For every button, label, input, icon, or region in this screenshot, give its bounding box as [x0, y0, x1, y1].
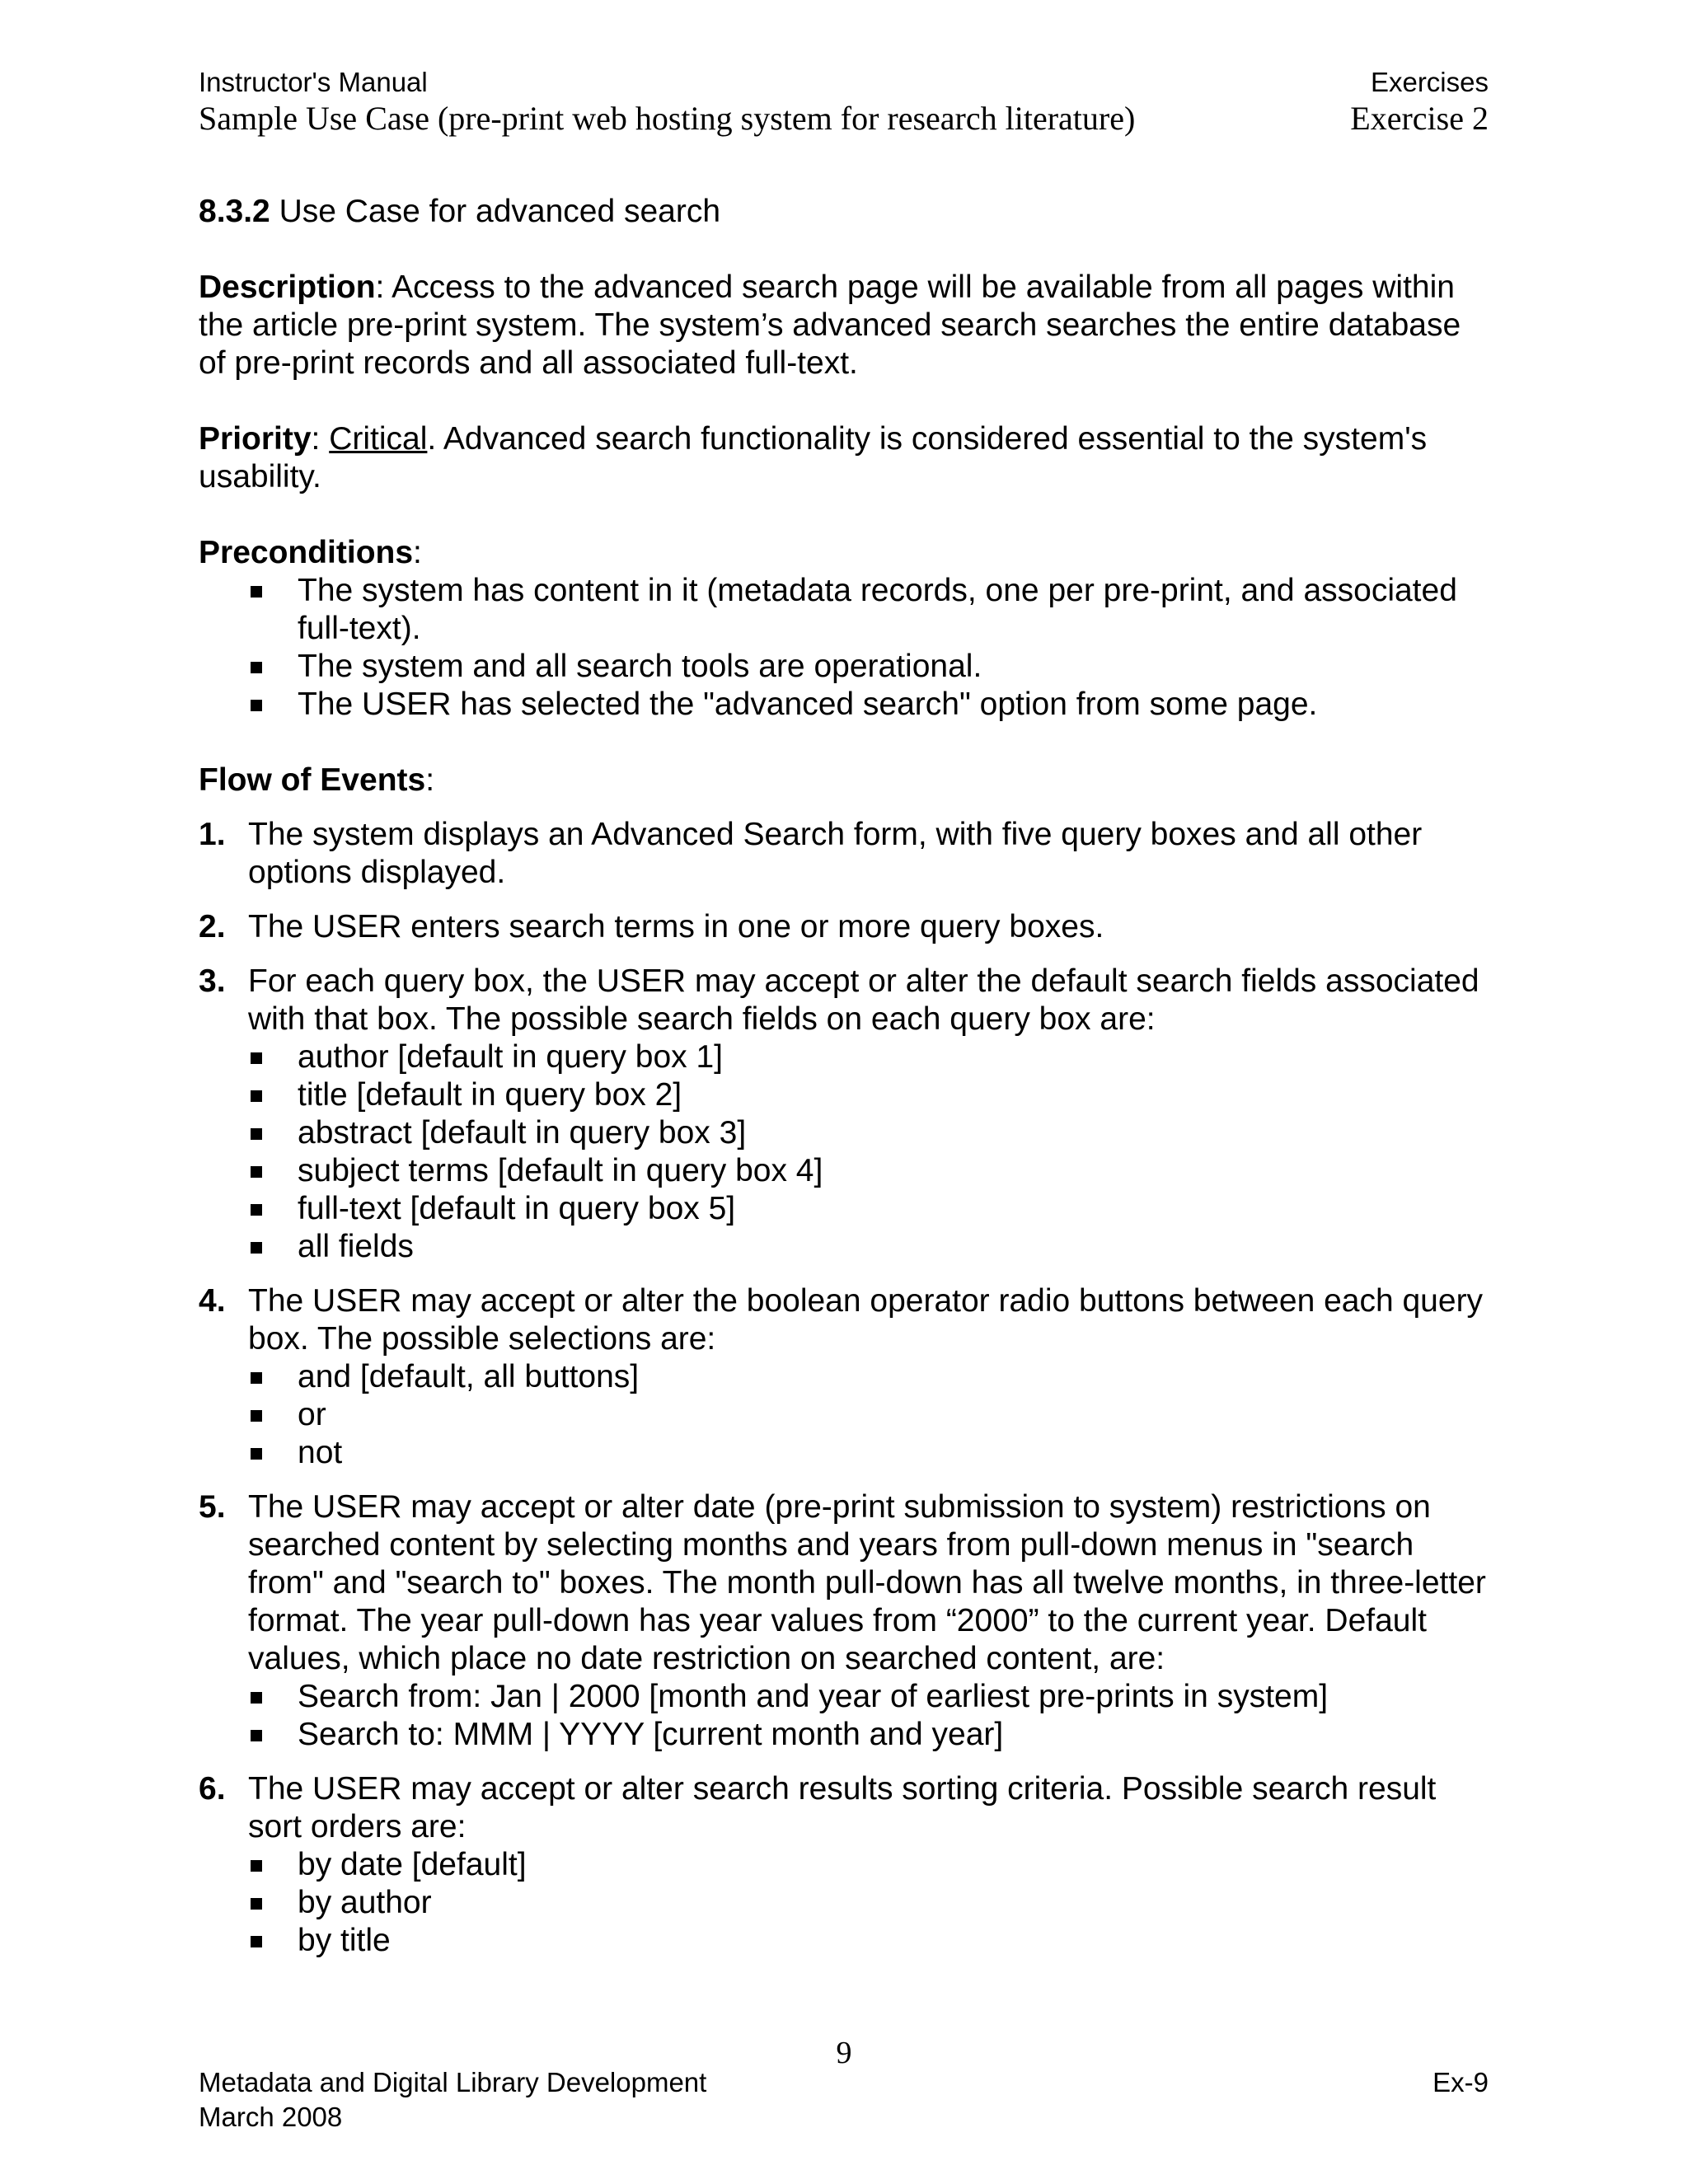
priority-paragraph — [199, 420, 1489, 496]
page-footer — [199, 2065, 1489, 2135]
section-heading — [199, 193, 1489, 231]
flow-step — [199, 963, 1489, 1266]
list-item-text: full-text [default in query box 5] — [298, 1191, 736, 1226]
bullet-icon — [251, 662, 262, 673]
list-item — [298, 1884, 1489, 1922]
header-exercise-label: Exercise 2 — [1350, 100, 1489, 137]
bullet-icon — [251, 700, 262, 711]
bullet-icon — [251, 1204, 262, 1216]
bullet-icon — [251, 1166, 262, 1178]
step-text: The system displays an Advanced Search form, with five query boxes and all other options displayed. — [248, 817, 1423, 890]
bullet-icon — [251, 1936, 262, 1947]
search-fields-list — [248, 1038, 1489, 1266]
list-item-text: and [default, all buttons] — [298, 1359, 640, 1394]
preconditions-heading — [199, 534, 1489, 572]
flow-heading — [199, 762, 1489, 799]
list-item — [298, 1846, 1489, 1884]
priority-text: . Advanced search functionality is considered essential to the system's usability. — [199, 421, 1428, 494]
list-item-text: not — [298, 1435, 343, 1470]
flow-steps-list — [199, 816, 1489, 1960]
priority-level: Critical — [329, 421, 428, 457]
step-number: 6. — [199, 1771, 226, 1807]
list-item — [298, 1678, 1489, 1716]
page-header — [199, 66, 1489, 138]
header-section-label: Exercises — [1370, 67, 1489, 97]
flow-step — [199, 1282, 1489, 1472]
header-document-title: Sample Use Case (pre-print web hosting system for research literature) — [199, 100, 1136, 137]
description-label: Description — [199, 269, 376, 305]
flow-of-events-block — [199, 762, 1489, 1960]
bullet-icon — [251, 1052, 262, 1064]
list-item — [298, 648, 1489, 686]
list-item-text: subject terms [default in query box 4] — [298, 1153, 823, 1188]
footer-course-title: Metadata and Digital Library Development — [199, 2067, 707, 2097]
preconditions-block — [199, 534, 1489, 724]
flow-step — [199, 1488, 1489, 1754]
flow-label: Flow of Events — [199, 762, 426, 798]
list-item — [298, 572, 1489, 648]
page-number: 9 — [836, 2036, 852, 2070]
list-item-text: or — [298, 1397, 326, 1432]
list-item — [298, 1434, 1489, 1472]
bullet-icon — [251, 1090, 262, 1102]
flow-step — [199, 1770, 1489, 1960]
list-item-text: The USER has selected the "advanced search" option from some page. — [298, 687, 1318, 722]
footer-page-code: Ex-9 — [1432, 2067, 1489, 2097]
preconditions-colon: : — [413, 535, 422, 570]
step-number: 5. — [199, 1489, 226, 1525]
priority-label: Priority — [199, 421, 312, 457]
footer-date: March 2008 — [199, 2102, 343, 2132]
step-text: The USER may accept or alter date (pre-print submission to system) restrictions on searched content by selecting months and years from pull-down menus in "search from" and "search to" boxes. The month pull-down has all twelve months, in three-letter format. The year pull-down has year values from “2000” to the current year. Default values, which place no date restriction on searched content, are: — [248, 1489, 1486, 1676]
flow-step — [199, 816, 1489, 892]
flow-colon: : — [425, 762, 435, 798]
section-number: 8.3.2 — [199, 194, 270, 229]
list-item — [298, 1076, 1489, 1114]
step-number: 2. — [199, 909, 226, 944]
list-item — [298, 1396, 1489, 1434]
bullet-icon — [251, 1860, 262, 1872]
list-item — [298, 1190, 1489, 1228]
list-item-text: The system and all search tools are operational. — [298, 649, 982, 684]
boolean-operators-list — [248, 1358, 1489, 1472]
list-item — [298, 1922, 1489, 1960]
step-text: The USER may accept or alter search results sorting criteria. Possible search result sort orders are: — [248, 1771, 1437, 1844]
date-defaults-list — [248, 1678, 1489, 1754]
list-item — [298, 1038, 1489, 1076]
step-number: 1. — [199, 817, 226, 852]
step-text: The USER enters search terms in one or more query boxes. — [248, 909, 1104, 944]
document-body — [199, 193, 1489, 1976]
list-item-text: by date [default] — [298, 1847, 527, 1882]
bullet-icon — [251, 1410, 262, 1422]
step-text: For each query box, the USER may accept or alter the default search fields associated with that box. The possible search fields on each query box are: — [248, 963, 1479, 1037]
description-paragraph — [199, 269, 1489, 382]
list-item-text: The system has content in it (metadata records, one per pre-print, and associated full-text). — [298, 573, 1457, 646]
section-title: Use Case for advanced search — [270, 194, 721, 229]
bullet-icon — [251, 1692, 262, 1704]
header-manual-title: Instructor's Manual — [199, 67, 428, 97]
bullet-icon — [251, 1730, 262, 1741]
list-item — [298, 686, 1489, 724]
list-item-text: by title — [298, 1923, 391, 1958]
list-item-text: by author — [298, 1885, 432, 1920]
bullet-icon — [251, 1372, 262, 1384]
flow-step — [199, 908, 1489, 946]
list-item — [298, 1152, 1489, 1190]
list-item — [298, 1358, 1489, 1396]
list-item-text: Search from: Jan | 2000 [month and year of earliest pre-prints in system] — [298, 1679, 1329, 1714]
step-text: The USER may accept or alter the boolean operator radio buttons between each query box. The possible selections are: — [248, 1283, 1484, 1357]
bullet-icon — [251, 586, 262, 598]
preconditions-label: Preconditions — [199, 535, 414, 570]
list-item — [298, 1228, 1489, 1266]
bullet-icon — [251, 1128, 262, 1140]
bullet-icon — [251, 1242, 262, 1254]
step-number: 4. — [199, 1283, 226, 1319]
priority-separator: : — [311, 421, 330, 457]
list-item-text: Search to: MMM | YYYY [current month and year] — [298, 1717, 1004, 1752]
preconditions-list — [199, 572, 1489, 724]
sort-orders-list — [248, 1846, 1489, 1960]
description-text: : Access to the advanced search page will be available from all pages within the article pre-print system. The system’s advanced search searches the entire database of pre-print records and all associated full-text. — [199, 269, 1461, 381]
step-number: 3. — [199, 963, 226, 999]
list-item — [298, 1716, 1489, 1754]
bullet-icon — [251, 1898, 262, 1910]
list-item-text: author [default in query box 1] — [298, 1039, 724, 1075]
list-item — [298, 1114, 1489, 1152]
list-item-text: abstract [default in query box 3] — [298, 1115, 747, 1151]
bullet-icon — [251, 1448, 262, 1460]
list-item-text: title [default in query box 2] — [298, 1077, 682, 1113]
list-item-text: all fields — [298, 1229, 414, 1264]
